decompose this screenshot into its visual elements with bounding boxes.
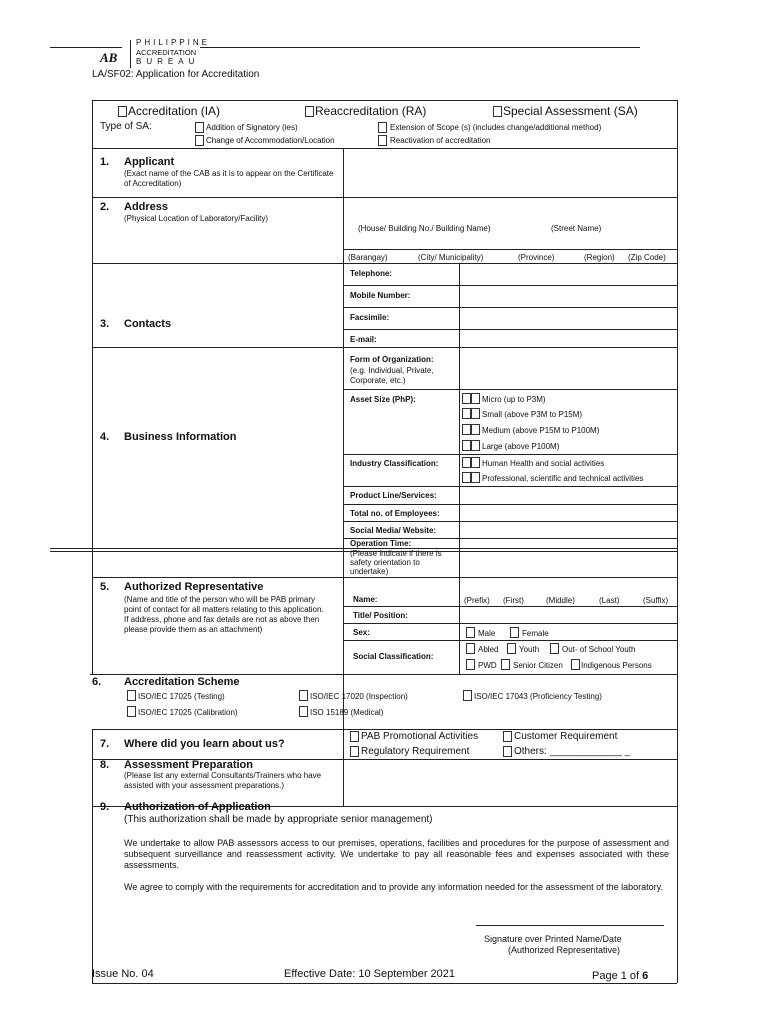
others-checkbox[interactable] <box>503 746 512 757</box>
asset-medium-label: Medium (above P15M to P100M) <box>482 426 600 435</box>
op-time-input[interactable] <box>461 540 675 576</box>
signature-line <box>476 925 664 926</box>
row-line <box>92 577 677 578</box>
row-line <box>343 285 677 286</box>
s7-title: Where did you learn about us? <box>124 738 285 750</box>
s9-para2: We agree to comply with the requirements for accreditation and to provide any information needed for the assessment of the laboratory. <box>124 882 663 892</box>
barangay-label: (Barangay) <box>348 253 388 262</box>
employees-input[interactable] <box>461 506 675 521</box>
fax-input[interactable] <box>461 309 675 328</box>
row-line <box>343 454 677 455</box>
page-prefix: Page <box>592 970 621 982</box>
oos-youth-label: Out- of School Youth <box>562 645 636 654</box>
asset-medium-checkbox[interactable] <box>462 424 471 435</box>
table-top <box>92 100 677 101</box>
pab-promo-label: PAB Promotional Activities <box>361 731 479 742</box>
s8-title: Assessment Preparation <box>124 759 253 771</box>
s3-title: Contacts <box>124 318 172 330</box>
iso15189-checkbox[interactable] <box>299 706 308 717</box>
row-line <box>343 486 677 487</box>
employees-label: Total no. of Employees: <box>350 509 440 518</box>
row-line <box>92 347 677 348</box>
row-line <box>92 729 677 730</box>
row-line <box>343 504 677 505</box>
ia-label: Accreditation (IA) <box>128 104 221 118</box>
address-line <box>343 249 677 250</box>
asset-large-label: Large (above P100M) <box>482 442 560 451</box>
iso17020-label: ISO/IEC 17020 (Inspection) <box>310 692 408 701</box>
youth-label: Youth <box>519 645 540 654</box>
youth-checkbox[interactable] <box>507 643 516 654</box>
asset-large-checkbox-2[interactable] <box>471 440 480 451</box>
asset-small-checkbox-2[interactable] <box>471 408 480 419</box>
logo-divider <box>130 40 131 68</box>
male-label: Male <box>478 629 496 638</box>
s2-num: 2. <box>100 201 110 213</box>
region-label: (Region) <box>584 253 615 262</box>
signature-role: (Authorized Representative) <box>508 945 621 955</box>
asset-size-label: Asset Size (PhP): <box>350 395 416 404</box>
customer-req-checkbox[interactable] <box>503 731 512 742</box>
form-org-note: (e.g. Individual, Private, Corporate, etc.) <box>350 366 434 385</box>
s5-title: Authorized Representative <box>124 581 264 593</box>
oos-youth-checkbox[interactable] <box>550 643 559 654</box>
s9-para1: We undertake to allow PAB assessors access to our premises, operations, facilities and procedures for the purpose of assessment and subsequent surveillance and reassessment activity. We undertake to pay all reasonable fees and expenses associated with these assessments. <box>124 838 669 870</box>
sa-reactivation-checkbox[interactable] <box>378 135 387 146</box>
telephone-label: Telephone: <box>350 269 393 278</box>
prefix-label: (Prefix) <box>464 596 490 605</box>
crossing-rule-2 <box>50 551 677 552</box>
iso17043-label: ISO/IEC 17043 (Proficiency Testing) <box>474 692 602 701</box>
mobile-label: Mobile Number: <box>350 291 411 300</box>
page-number: 1 <box>620 970 627 982</box>
city-label: (City/ Municipality) <box>418 253 484 262</box>
indigenous-label: Indigenous Persons <box>581 661 652 670</box>
regulatory-req-checkbox[interactable] <box>350 746 359 757</box>
row-line <box>92 197 677 198</box>
title-position-label: Title/ Position: <box>353 611 408 620</box>
telephone-input[interactable] <box>461 265 675 284</box>
s3-num: 3. <box>100 318 110 330</box>
middle-label: (Middle) <box>546 596 575 605</box>
ra-label: Reaccreditation (RA) <box>315 104 427 118</box>
row-line <box>343 521 677 522</box>
s2-note: (Physical Location of Laboratory/Facility) <box>124 214 269 223</box>
sa-extension-checkbox[interactable] <box>378 122 387 133</box>
asset-micro-checkbox[interactable] <box>462 393 471 404</box>
sa-change-checkbox[interactable] <box>195 135 204 146</box>
page-indicator <box>592 970 648 982</box>
row-line <box>92 263 677 264</box>
s8-note: (Please list any external Consultants/Trainers who have assisted with your assessment preparations.) <box>124 771 322 790</box>
title-position-input[interactable] <box>461 608 675 622</box>
row-line <box>90 674 677 675</box>
ra-checkbox[interactable] <box>305 106 314 117</box>
industry-professional-checkbox-2[interactable] <box>471 472 480 483</box>
industry-health-label: Human Health and social activities <box>482 459 605 468</box>
female-checkbox[interactable] <box>510 627 519 638</box>
row-line <box>343 329 677 330</box>
ia-checkbox[interactable] <box>118 106 127 117</box>
op-time-note: (Please indicate if there is safety orientation to undertake) <box>350 549 442 576</box>
page-total: 6 <box>642 970 649 982</box>
effective-date: Effective Date: 10 September 2021 <box>284 968 456 980</box>
page-of: of <box>626 970 643 982</box>
iso17020-checkbox[interactable] <box>299 690 308 701</box>
fax-label: Facsimile: <box>350 313 390 322</box>
header-rule-left <box>50 47 122 48</box>
row-line <box>343 389 677 390</box>
form-org-input[interactable] <box>461 349 675 387</box>
industry-professional-label: Professional, scientific and technical activities <box>482 474 644 483</box>
form-org-label: Form of Organization: <box>350 355 434 364</box>
s4-title: Business Information <box>124 431 237 443</box>
s5-num: 5. <box>100 581 110 593</box>
logo-mark: AB <box>100 50 118 65</box>
iso17025-testing-label: ISO/IEC 17025 (Testing) <box>138 692 225 701</box>
table-bottom <box>92 983 677 984</box>
row-line <box>92 148 677 149</box>
indigenous-checkbox[interactable] <box>571 659 580 670</box>
asset-micro-label: Micro (up to P3M) <box>482 395 546 404</box>
sa-change-label: Change of Accommodation/Location <box>206 136 335 145</box>
male-checkbox[interactable] <box>466 627 475 638</box>
header-rule-right <box>200 47 640 48</box>
value-col-divider <box>459 263 460 347</box>
sa-extension-label: Extension of Scope (s) (includes change/additional method) <box>390 123 602 132</box>
asset-medium-checkbox-2[interactable] <box>471 424 480 435</box>
s9-note: (This authorization shall be made by appropriate senior management) <box>124 814 433 825</box>
s6-title: Accreditation Scheme <box>124 676 240 688</box>
issue-number: Issue No. 04 <box>92 968 154 980</box>
sa-addition-checkbox[interactable] <box>195 122 204 133</box>
s1-note: (Exact name of the CAB as it is to appear on the Certificate of Accreditation) <box>124 169 334 188</box>
sa-checkbox[interactable] <box>493 106 502 117</box>
iso17025-calibration-checkbox[interactable] <box>127 706 136 717</box>
s6-num: 6. <box>92 676 102 688</box>
industry-label: Industry Classification: <box>350 459 439 468</box>
value-col-divider <box>459 347 460 577</box>
street-label: (Street Name) <box>551 224 602 233</box>
s1-title: Applicant <box>124 156 175 168</box>
product-label: Product Line/Services: <box>350 491 437 500</box>
signature-caption: Signature over Printed Name/Date <box>484 934 622 944</box>
pab-promo-checkbox[interactable] <box>350 731 359 742</box>
first-label: (First) <box>503 596 524 605</box>
social-input[interactable] <box>461 523 675 537</box>
logo-line2: ACCREDITATION <box>136 48 197 57</box>
abled-checkbox[interactable] <box>466 643 475 654</box>
s9-num: 9. <box>100 801 110 813</box>
row-line <box>343 606 677 607</box>
row-line <box>343 307 677 308</box>
zip-label: (Zip Code) <box>628 253 666 262</box>
social-label: Social Media/ Website: <box>350 526 437 535</box>
value-col-divider <box>459 577 460 674</box>
s7-num: 7. <box>100 738 110 750</box>
social-class-label: Social Classification: <box>353 652 434 661</box>
row-line <box>343 640 677 641</box>
s2-title: Address <box>124 201 169 213</box>
senior-label: Senior Citizen <box>513 661 563 670</box>
s4-num: 4. <box>100 431 110 443</box>
mobile-input[interactable] <box>461 287 675 306</box>
asset-small-label: Small (above P3M to P15M) <box>482 410 583 419</box>
form-title: LA/SF02: Application for Accreditation <box>92 69 260 80</box>
sa-reactivation-label: Reactivation of accreditation <box>390 136 491 145</box>
industry-health-checkbox-2[interactable] <box>471 457 480 468</box>
sex-label: Sex: <box>353 628 370 637</box>
table-right <box>677 100 678 983</box>
table-left-lower <box>92 729 93 983</box>
logo-line3: BUREAU <box>136 57 200 66</box>
asset-small-checkbox[interactable] <box>462 408 471 419</box>
iso17025-testing-checkbox[interactable] <box>127 690 136 701</box>
email-input[interactable] <box>461 331 675 346</box>
table-left <box>92 100 93 675</box>
asset-micro-checkbox-2[interactable] <box>471 393 480 404</box>
iso17043-checkbox[interactable] <box>463 690 472 701</box>
last-label: (Last) <box>599 596 620 605</box>
iso17025-calibration-label: ISO/IEC 17025 (Calibration) <box>138 708 238 717</box>
province-label: (Province) <box>518 253 555 262</box>
assessment-prep-input[interactable] <box>345 761 675 804</box>
industry-health-checkbox[interactable] <box>462 457 471 468</box>
s8-num: 8. <box>100 759 110 771</box>
crossing-rule <box>50 548 677 549</box>
abled-label: Abled <box>478 645 499 654</box>
op-time-label: Operation Time: <box>350 539 412 548</box>
row-line <box>343 623 677 624</box>
sa-label: Special Assessment (SA) <box>503 104 638 118</box>
s9-title: Authorization of Application <box>124 801 271 813</box>
regulatory-req-label: Regulatory Requirement <box>361 746 470 757</box>
logo-line1: PHILIPPINE <box>136 38 211 47</box>
customer-req-label: Customer Requirement <box>514 731 618 742</box>
applicant-input[interactable] <box>345 150 675 196</box>
female-label: Female <box>522 629 549 638</box>
s5-note: (Name and title of the person who will be PAB primary point of contact for all matters relating to this application. If address, phone and fax details are not as above then please provide them as an attachment) <box>124 595 324 634</box>
sa-addition-label: Addition of Signatory (ies) <box>206 123 298 132</box>
email-label: E-mail: <box>350 335 377 344</box>
s1-num: 1. <box>100 156 110 168</box>
suffix-label: (Suffix) <box>643 596 669 605</box>
industry-professional-checkbox[interactable] <box>462 472 471 483</box>
house-label: (House/ Building No./ Building Name) <box>358 224 491 233</box>
rep-name-label: Name: <box>353 595 378 604</box>
pwd-checkbox[interactable] <box>466 659 475 670</box>
product-input[interactable] <box>461 488 675 503</box>
senior-checkbox[interactable] <box>501 659 510 670</box>
iso15189-label: ISO 15189 (Medical) <box>310 708 384 717</box>
others-label: Others: _____________ _ <box>514 746 631 757</box>
pwd-label: PWD <box>478 661 497 670</box>
type-sa-label: Type of SA: <box>100 121 152 132</box>
asset-large-checkbox[interactable] <box>462 440 471 451</box>
